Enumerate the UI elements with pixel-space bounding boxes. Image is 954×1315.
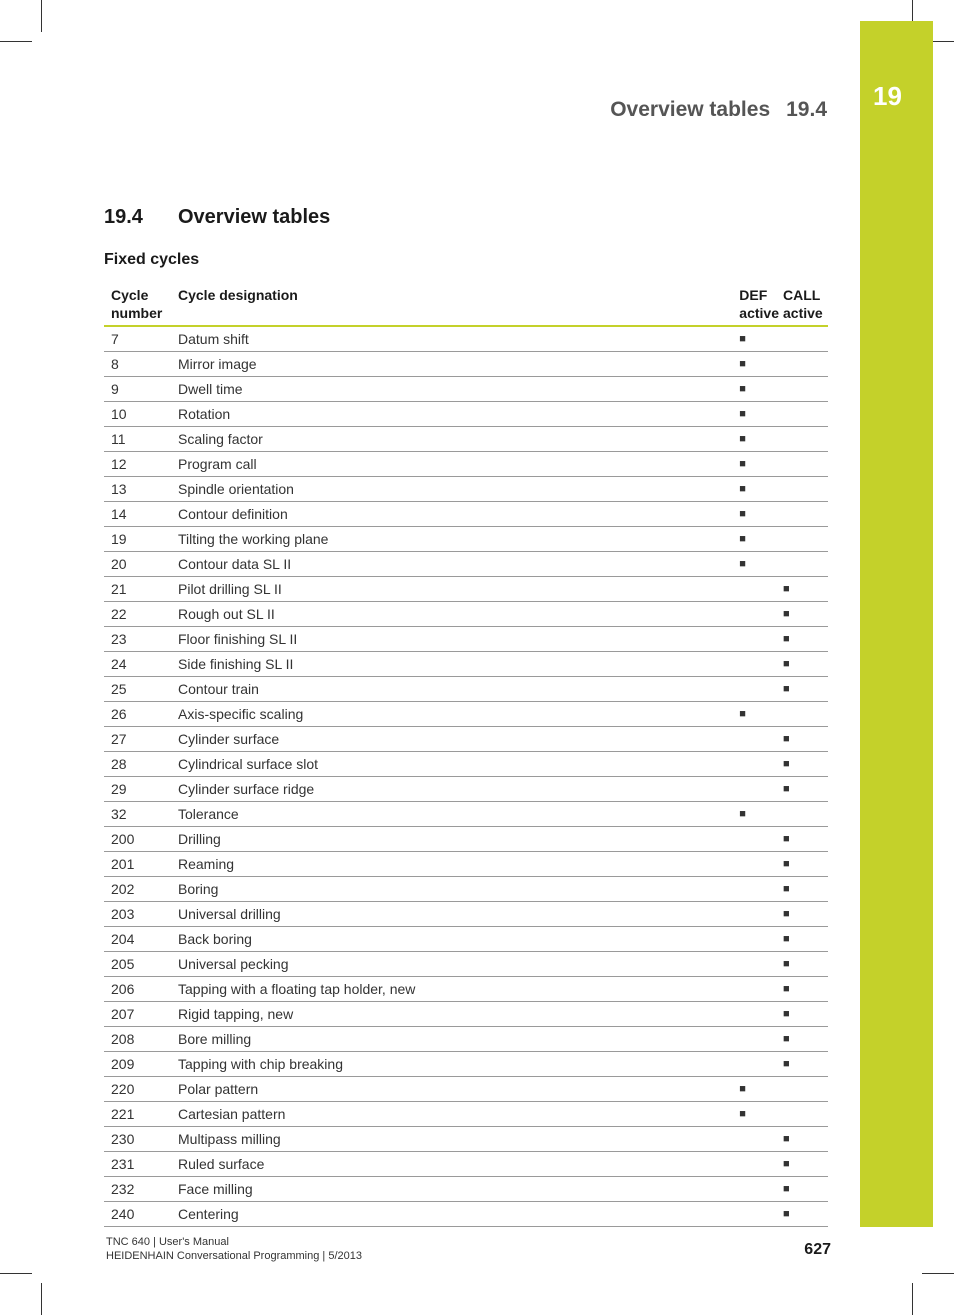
table-row	[104, 552, 828, 577]
cycle-number-cell: 203	[104, 902, 171, 927]
cycle-designation-cell: Contour data SL II	[171, 552, 735, 577]
cycle-number-cell: 202	[104, 877, 171, 902]
call-active-cell: ■	[781, 602, 828, 627]
table-row	[104, 427, 828, 452]
crop-mark	[41, 0, 42, 32]
header-def-active: DEF active	[735, 283, 781, 326]
table-row	[104, 602, 828, 627]
call-active-cell: ■	[781, 577, 828, 602]
table-row	[104, 777, 828, 802]
table-row	[104, 326, 828, 352]
table-row	[104, 727, 828, 752]
cycle-number-cell: 22	[104, 602, 171, 627]
call-active-cell	[781, 1077, 828, 1102]
header-cycle-number: Cycle number	[104, 283, 171, 326]
def-active-cell: ■	[735, 352, 781, 377]
cycle-number-cell: 8	[104, 352, 171, 377]
cycle-number-cell: 209	[104, 1052, 171, 1077]
def-active-cell	[735, 677, 781, 702]
cycle-number-cell: 25	[104, 677, 171, 702]
def-active-cell: ■	[735, 527, 781, 552]
table-row	[104, 702, 828, 727]
def-active-cell	[735, 977, 781, 1002]
section-title	[104, 206, 330, 229]
cycle-number-cell: 32	[104, 802, 171, 827]
def-active-cell	[735, 727, 781, 752]
def-active-cell: ■	[735, 552, 781, 577]
def-active-cell	[735, 652, 781, 677]
cycle-designation-cell: Back boring	[171, 927, 735, 952]
cycle-designation-cell: Cylinder surface ridge	[171, 777, 735, 802]
table-row	[104, 477, 828, 502]
def-active-cell	[735, 1127, 781, 1152]
cycle-number-cell: 24	[104, 652, 171, 677]
cycle-number-cell: 220	[104, 1077, 171, 1102]
table-row	[104, 402, 828, 427]
cycle-number-cell: 13	[104, 477, 171, 502]
call-active-cell: ■	[781, 677, 828, 702]
cycle-number-cell: 23	[104, 627, 171, 652]
cycle-designation-cell: Tilting the working plane	[171, 527, 735, 552]
cycle-designation-cell: Cylinder surface	[171, 727, 735, 752]
cycle-number-cell: 11	[104, 427, 171, 452]
crop-mark	[0, 41, 32, 42]
def-active-cell: ■	[735, 1102, 781, 1127]
table-row	[104, 1177, 828, 1202]
call-active-cell: ■	[781, 752, 828, 777]
cycle-designation-cell: Mirror image	[171, 352, 735, 377]
table-row	[104, 902, 828, 927]
crop-mark	[0, 1273, 32, 1274]
def-active-cell: ■	[735, 702, 781, 727]
def-active-cell	[735, 577, 781, 602]
call-active-cell	[781, 477, 828, 502]
cycle-designation-cell: Datum shift	[171, 326, 735, 352]
table-row	[104, 977, 828, 1002]
cycle-designation-cell: Contour train	[171, 677, 735, 702]
cycle-number-cell: 232	[104, 1177, 171, 1202]
table-row	[104, 1027, 828, 1052]
call-active-cell: ■	[781, 1177, 828, 1202]
call-active-cell: ■	[781, 1027, 828, 1052]
call-active-cell: ■	[781, 952, 828, 977]
running-header-title: Overview tables	[610, 98, 771, 121]
cycle-number-cell: 201	[104, 852, 171, 877]
cycle-designation-cell: Contour definition	[171, 502, 735, 527]
def-active-cell	[735, 852, 781, 877]
cycle-number-cell: 207	[104, 1002, 171, 1027]
call-active-cell	[781, 702, 828, 727]
call-active-cell	[781, 427, 828, 452]
cycle-designation-cell: Rigid tapping, new	[171, 1002, 735, 1027]
call-active-cell	[781, 452, 828, 477]
table-row	[104, 1077, 828, 1102]
call-active-cell	[781, 502, 828, 527]
table-row	[104, 352, 828, 377]
cycle-designation-cell: Drilling	[171, 827, 735, 852]
cycle-number-cell: 221	[104, 1102, 171, 1127]
call-active-cell	[781, 326, 828, 352]
section-number: 19.4	[104, 206, 143, 228]
call-active-cell: ■	[781, 877, 828, 902]
call-active-cell: ■	[781, 1152, 828, 1177]
cycle-designation-cell: Rotation	[171, 402, 735, 427]
def-active-cell	[735, 1027, 781, 1052]
cycle-number-cell: 20	[104, 552, 171, 577]
cycle-number-cell: 10	[104, 402, 171, 427]
cycle-designation-cell: Ruled surface	[171, 1152, 735, 1177]
cycle-designation-cell: Centering	[171, 1202, 735, 1227]
table-row	[104, 852, 828, 877]
def-active-cell	[735, 927, 781, 952]
def-active-cell	[735, 1177, 781, 1202]
cycle-designation-cell: Dwell time	[171, 377, 735, 402]
cycle-designation-cell: Boring	[171, 877, 735, 902]
cycle-designation-cell: Side finishing SL II	[171, 652, 735, 677]
def-active-cell: ■	[735, 477, 781, 502]
def-active-cell	[735, 752, 781, 777]
table-row	[104, 877, 828, 902]
cycle-number-cell: 200	[104, 827, 171, 852]
crop-mark	[41, 1283, 42, 1315]
def-active-cell: ■	[735, 377, 781, 402]
cycle-designation-cell: Tapping with a floating tap holder, new	[171, 977, 735, 1002]
cycle-designation-cell: Polar pattern	[171, 1077, 735, 1102]
cycle-designation-cell: Scaling factor	[171, 427, 735, 452]
cycle-number-cell: 230	[104, 1127, 171, 1152]
table-row	[104, 827, 828, 852]
cycle-designation-cell: Rough out SL II	[171, 602, 735, 627]
cycle-number-cell: 12	[104, 452, 171, 477]
chapter-tab	[860, 21, 933, 1227]
table-row	[104, 377, 828, 402]
call-active-cell	[781, 377, 828, 402]
cycle-number-cell: 240	[104, 1202, 171, 1227]
call-active-cell	[781, 1102, 828, 1127]
call-active-cell	[781, 802, 828, 827]
cycle-number-cell: 28	[104, 752, 171, 777]
fixed-cycles-table	[104, 283, 828, 1227]
cycle-designation-cell: Cartesian pattern	[171, 1102, 735, 1127]
footer	[106, 1235, 362, 1263]
footer-manual-title: TNC 640 | User's Manual	[106, 1236, 229, 1248]
table-row	[104, 752, 828, 777]
section-title-text: Overview tables	[178, 206, 331, 228]
cycle-designation-cell: Cylindrical surface slot	[171, 752, 735, 777]
call-active-cell: ■	[781, 652, 828, 677]
def-active-cell	[735, 777, 781, 802]
call-active-cell: ■	[781, 777, 828, 802]
cycle-number-cell: 204	[104, 927, 171, 952]
cycle-designation-cell: Universal drilling	[171, 902, 735, 927]
cycle-designation-cell: Axis-specific scaling	[171, 702, 735, 727]
def-active-cell: ■	[735, 452, 781, 477]
table-row	[104, 1152, 828, 1177]
cycle-designation-cell: Multipass milling	[171, 1127, 735, 1152]
cycle-designation-cell: Reaming	[171, 852, 735, 877]
def-active-cell	[735, 1152, 781, 1177]
cycle-number-cell: 26	[104, 702, 171, 727]
def-active-cell	[735, 627, 781, 652]
def-active-cell	[735, 902, 781, 927]
call-active-cell	[781, 552, 828, 577]
cycle-number-cell: 9	[104, 377, 171, 402]
footer-programming-info: HEIDENHAIN Conversational Programming | 5/2013	[106, 1250, 362, 1262]
call-active-cell: ■	[781, 627, 828, 652]
call-active-cell: ■	[781, 902, 828, 927]
cycle-designation-cell: Tolerance	[171, 802, 735, 827]
def-active-cell: ■	[735, 326, 781, 352]
call-active-cell	[781, 527, 828, 552]
table-row	[104, 502, 828, 527]
cycle-number-cell: 29	[104, 777, 171, 802]
cycle-designation-cell: Pilot drilling SL II	[171, 577, 735, 602]
running-header-number: 19.4	[786, 98, 827, 121]
table-row	[104, 527, 828, 552]
def-active-cell	[735, 602, 781, 627]
cycle-designation-cell: Bore milling	[171, 1027, 735, 1052]
def-active-cell: ■	[735, 802, 781, 827]
call-active-cell: ■	[781, 977, 828, 1002]
table-row	[104, 652, 828, 677]
chapter-number: 19	[873, 81, 902, 111]
def-active-cell: ■	[735, 427, 781, 452]
table-row	[104, 1002, 828, 1027]
def-active-cell: ■	[735, 402, 781, 427]
table-row	[104, 1052, 828, 1077]
cycle-number-cell: 14	[104, 502, 171, 527]
def-active-cell: ■	[735, 1077, 781, 1102]
cycle-designation-cell: Face milling	[171, 1177, 735, 1202]
cycle-number-cell: 208	[104, 1027, 171, 1052]
cycle-number-cell: 21	[104, 577, 171, 602]
call-active-cell: ■	[781, 1127, 828, 1152]
cycle-designation-cell: Spindle orientation	[171, 477, 735, 502]
table-row	[104, 677, 828, 702]
crop-mark	[912, 1283, 913, 1315]
cycle-number-cell: 206	[104, 977, 171, 1002]
table-row	[104, 1202, 828, 1227]
subsection-title: Fixed cycles	[104, 251, 200, 268]
table-row	[104, 1127, 828, 1152]
def-active-cell	[735, 952, 781, 977]
cycle-designation-cell: Program call	[171, 452, 735, 477]
cycle-number-cell: 231	[104, 1152, 171, 1177]
call-active-cell: ■	[781, 1002, 828, 1027]
crop-mark	[922, 1273, 954, 1274]
def-active-cell	[735, 877, 781, 902]
table-header-row	[104, 283, 828, 326]
call-active-cell: ■	[781, 852, 828, 877]
cycle-designation-cell: Universal pecking	[171, 952, 735, 977]
call-active-cell	[781, 402, 828, 427]
running-header	[610, 98, 827, 122]
table-row	[104, 927, 828, 952]
call-active-cell	[781, 352, 828, 377]
call-active-cell: ■	[781, 1052, 828, 1077]
cycle-number-cell: 205	[104, 952, 171, 977]
call-active-cell: ■	[781, 927, 828, 952]
cycle-number-cell: 27	[104, 727, 171, 752]
cycle-number-cell: 7	[104, 326, 171, 352]
table-row	[104, 802, 828, 827]
def-active-cell: ■	[735, 502, 781, 527]
table-row	[104, 577, 828, 602]
def-active-cell	[735, 1052, 781, 1077]
table-row	[104, 1102, 828, 1127]
table-row	[104, 627, 828, 652]
cycle-designation-cell: Tapping with chip breaking	[171, 1052, 735, 1077]
page-number: 627	[804, 1241, 831, 1258]
def-active-cell	[735, 1202, 781, 1227]
table-row	[104, 952, 828, 977]
header-cycle-designation: Cycle designation	[171, 283, 735, 326]
cycle-designation-cell: Floor finishing SL II	[171, 627, 735, 652]
call-active-cell: ■	[781, 1202, 828, 1227]
table-row	[104, 452, 828, 477]
def-active-cell	[735, 827, 781, 852]
header-call-active: CALL active	[781, 283, 828, 326]
cycle-number-cell: 19	[104, 527, 171, 552]
def-active-cell	[735, 1002, 781, 1027]
call-active-cell: ■	[781, 827, 828, 852]
call-active-cell: ■	[781, 727, 828, 752]
